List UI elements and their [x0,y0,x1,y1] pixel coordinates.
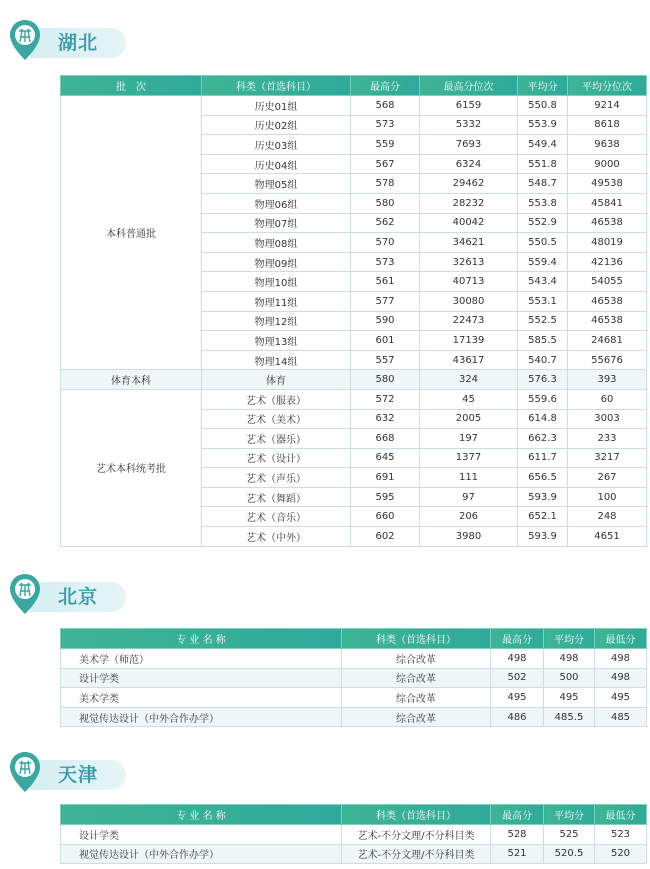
section-header-beijing [8,572,128,616]
table-cell: 物理12组 [202,311,351,331]
table-cell: 561 [351,272,420,292]
table-cell: 49538 [568,174,647,194]
table-cell: 100 [568,487,647,507]
table-cell: 652.1 [518,507,568,527]
table-row [61,688,647,708]
table-cell: 物理11组 [202,291,351,311]
table-cell: 559 [351,135,420,155]
table-cell: 111 [420,468,518,488]
table-cell: 585.5 [518,331,568,351]
table-cell: 60 [568,389,647,409]
column-header: 批 次 [61,76,202,96]
table-cell: 9638 [568,135,647,155]
table-cell: 艺术（设计） [202,448,351,468]
table-cell: 567 [351,154,420,174]
table-cell: 48019 [568,233,647,253]
table-cell: 8618 [568,115,647,135]
table-cell: 498 [595,649,647,669]
table-cell: 30080 [420,291,518,311]
table-cell: 550.8 [518,96,568,116]
table-cell: 324 [420,370,518,390]
table-cell: 46538 [568,291,647,311]
table-row [61,96,647,116]
table-cell: 历史04组 [202,154,351,174]
table-cell: 568 [351,96,420,116]
table-cell: 17139 [420,331,518,351]
table-cell: 559.4 [518,252,568,272]
batch-cell: 本科普通批 [61,96,202,370]
table-cell: 662.3 [518,429,568,449]
table-cell: 3980 [420,527,518,547]
table-cell: 4651 [568,527,647,547]
table-cell: 559.6 [518,389,568,409]
table-cell: 590 [351,311,420,331]
table-cell: 540.7 [518,350,568,370]
table-cell: 物理10组 [202,272,351,292]
table-row [61,668,647,688]
hubei-table [60,75,647,547]
table-cell: 54055 [568,272,647,292]
table-cell: 580 [351,193,420,213]
table-cell: 艺术（舞蹈） [202,487,351,507]
table-cell: 42136 [568,252,647,272]
table-cell: 艺术（器乐） [202,429,351,449]
column-header: 平均分位次 [568,76,647,96]
table-cell: 28232 [420,193,518,213]
table-cell: 5332 [420,115,518,135]
table-cell: 550.5 [518,233,568,253]
table-cell: 573 [351,252,420,272]
table-cell: 498 [595,668,647,688]
table-cell: 525 [544,825,595,845]
table-cell: 557 [351,350,420,370]
tianjin-table [60,804,647,864]
column-header: 最低分 [595,805,647,825]
table-cell: 美术学（师范） [61,649,342,669]
table-cell: 553.9 [518,115,568,135]
table-cell: 艺术-不分文理/不分科目类 [342,825,491,845]
table-cell: 艺术（音乐） [202,507,351,527]
table-row [61,844,647,864]
column-header: 科类（首选科目） [342,629,491,649]
table-cell: 6324 [420,154,518,174]
table-cell: 22473 [420,311,518,331]
table-cell: 物理07组 [202,213,351,233]
table-cell: 498 [491,649,544,669]
table-cell: 55676 [568,350,647,370]
table-cell: 46538 [568,311,647,331]
table-cell: 历史03组 [202,135,351,155]
table-row [61,389,647,409]
table-cell: 物理13组 [202,331,351,351]
table-cell: 2005 [420,409,518,429]
table-cell: 495 [491,688,544,708]
table-cell: 543.4 [518,272,568,292]
table-cell: 45 [420,389,518,409]
table-row [61,707,647,727]
table-cell: 267 [568,468,647,488]
table-cell: 580 [351,370,420,390]
section-title: 北京 [58,586,99,608]
table-cell: 物理06组 [202,193,351,213]
table-cell: 197 [420,429,518,449]
table-cell: 602 [351,527,420,547]
batch-cell: 体育本科 [61,370,202,390]
table-cell: 668 [351,429,420,449]
table-cell: 552.5 [518,311,568,331]
table-cell: 570 [351,233,420,253]
table-cell: 521 [491,844,544,864]
table-cell: 572 [351,389,420,409]
table-cell: 3217 [568,448,647,468]
table-cell: 历史02组 [202,115,351,135]
table-cell: 艺术（声乐） [202,468,351,488]
table-cell: 495 [544,688,595,708]
table-cell: 656.5 [518,468,568,488]
table-cell: 611.7 [518,448,568,468]
table-cell: 97 [420,487,518,507]
table-cell: 40042 [420,213,518,233]
column-header: 专 业 名 称 [61,629,342,649]
table-cell: 573 [351,115,420,135]
table-cell: 523 [595,825,647,845]
table-cell: 43617 [420,350,518,370]
table-cell: 综合改革 [342,649,491,669]
table-cell: 486 [491,707,544,727]
table-cell: 593.9 [518,527,568,547]
table-cell: 553.1 [518,291,568,311]
table-cell: 6159 [420,96,518,116]
table-cell: 502 [491,668,544,688]
table-header-row [61,76,647,96]
table-cell: 视觉传达设计（中外合作办学） [61,707,342,727]
table-cell: 495 [595,688,647,708]
table-cell: 248 [568,507,647,527]
table-cell: 45841 [568,193,647,213]
table-cell: 46538 [568,213,647,233]
column-header: 最高分 [491,629,544,649]
column-header: 平均分 [544,805,595,825]
table-cell: 艺术-不分文理/不分科目类 [342,844,491,864]
table-row [61,825,647,845]
table-cell: 9214 [568,96,647,116]
table-cell: 601 [351,331,420,351]
table-cell: 9000 [568,154,647,174]
table-cell: 29462 [420,174,518,194]
table-cell: 691 [351,468,420,488]
column-header: 最高分 [351,76,420,96]
table-cell: 393 [568,370,647,390]
table-cell: 设计学类 [61,668,342,688]
column-header: 科类（首选科目） [202,76,351,96]
table-cell: 485 [595,707,647,727]
table-cell: 614.8 [518,409,568,429]
table-cell: 设计学类 [61,825,342,845]
table-cell: 物理08组 [202,233,351,253]
table-cell: 233 [568,429,647,449]
column-header: 最高分 [491,805,544,825]
table-cell: 32613 [420,252,518,272]
table-cell: 40713 [420,272,518,292]
section-title: 湖北 [58,32,99,54]
table-cell: 视觉传达设计（中外合作办学） [61,844,342,864]
table-row [61,370,647,390]
column-header: 最低分 [595,629,647,649]
batch-cell: 艺术本科统考批 [61,389,202,546]
table-cell: 632 [351,409,420,429]
table-cell: 660 [351,507,420,527]
table-cell: 艺术（服表） [202,389,351,409]
table-cell: 577 [351,291,420,311]
table-header-row [61,629,647,649]
table-cell: 549.4 [518,135,568,155]
table-cell: 553.8 [518,193,568,213]
table-cell: 552.9 [518,213,568,233]
map-pin-icon [8,750,42,794]
table-cell: 645 [351,448,420,468]
table-cell: 综合改革 [342,688,491,708]
table-cell: 485.5 [544,707,595,727]
column-header: 科类（首选科目） [342,805,491,825]
section-header-tianjin [8,750,128,794]
table-cell: 综合改革 [342,668,491,688]
column-header: 平均分 [518,76,568,96]
table-cell: 528 [491,825,544,845]
table-cell: 1377 [420,448,518,468]
section-title: 天津 [58,764,99,786]
table-cell: 物理09组 [202,252,351,272]
table-cell: 551.8 [518,154,568,174]
map-pin-icon [8,18,42,62]
table-cell: 7693 [420,135,518,155]
table-header-row [61,805,647,825]
table-cell: 综合改革 [342,707,491,727]
table-cell: 520 [595,844,647,864]
table-cell: 24681 [568,331,647,351]
table-cell: 206 [420,507,518,527]
table-cell: 美术学类 [61,688,342,708]
table-cell: 体育 [202,370,351,390]
beijing-table [60,628,647,727]
table-cell: 593.9 [518,487,568,507]
table-row [61,649,647,669]
table-cell: 576.3 [518,370,568,390]
column-header: 专 业 名 称 [61,805,342,825]
table-cell: 3003 [568,409,647,429]
map-pin-icon [8,572,42,616]
table-cell: 498 [544,649,595,669]
column-header: 最高分位次 [420,76,518,96]
column-header: 平均分 [544,629,595,649]
table-cell: 历史01组 [202,96,351,116]
section-header-hubei [8,18,128,62]
table-cell: 562 [351,213,420,233]
table-cell: 500 [544,668,595,688]
table-cell: 艺术（美术） [202,409,351,429]
table-cell: 34621 [420,233,518,253]
table-cell: 578 [351,174,420,194]
table-cell: 548.7 [518,174,568,194]
table-cell: 520.5 [544,844,595,864]
table-cell: 艺术（中外） [202,527,351,547]
table-cell: 物理14组 [202,350,351,370]
table-cell: 595 [351,487,420,507]
table-cell: 物理05组 [202,174,351,194]
